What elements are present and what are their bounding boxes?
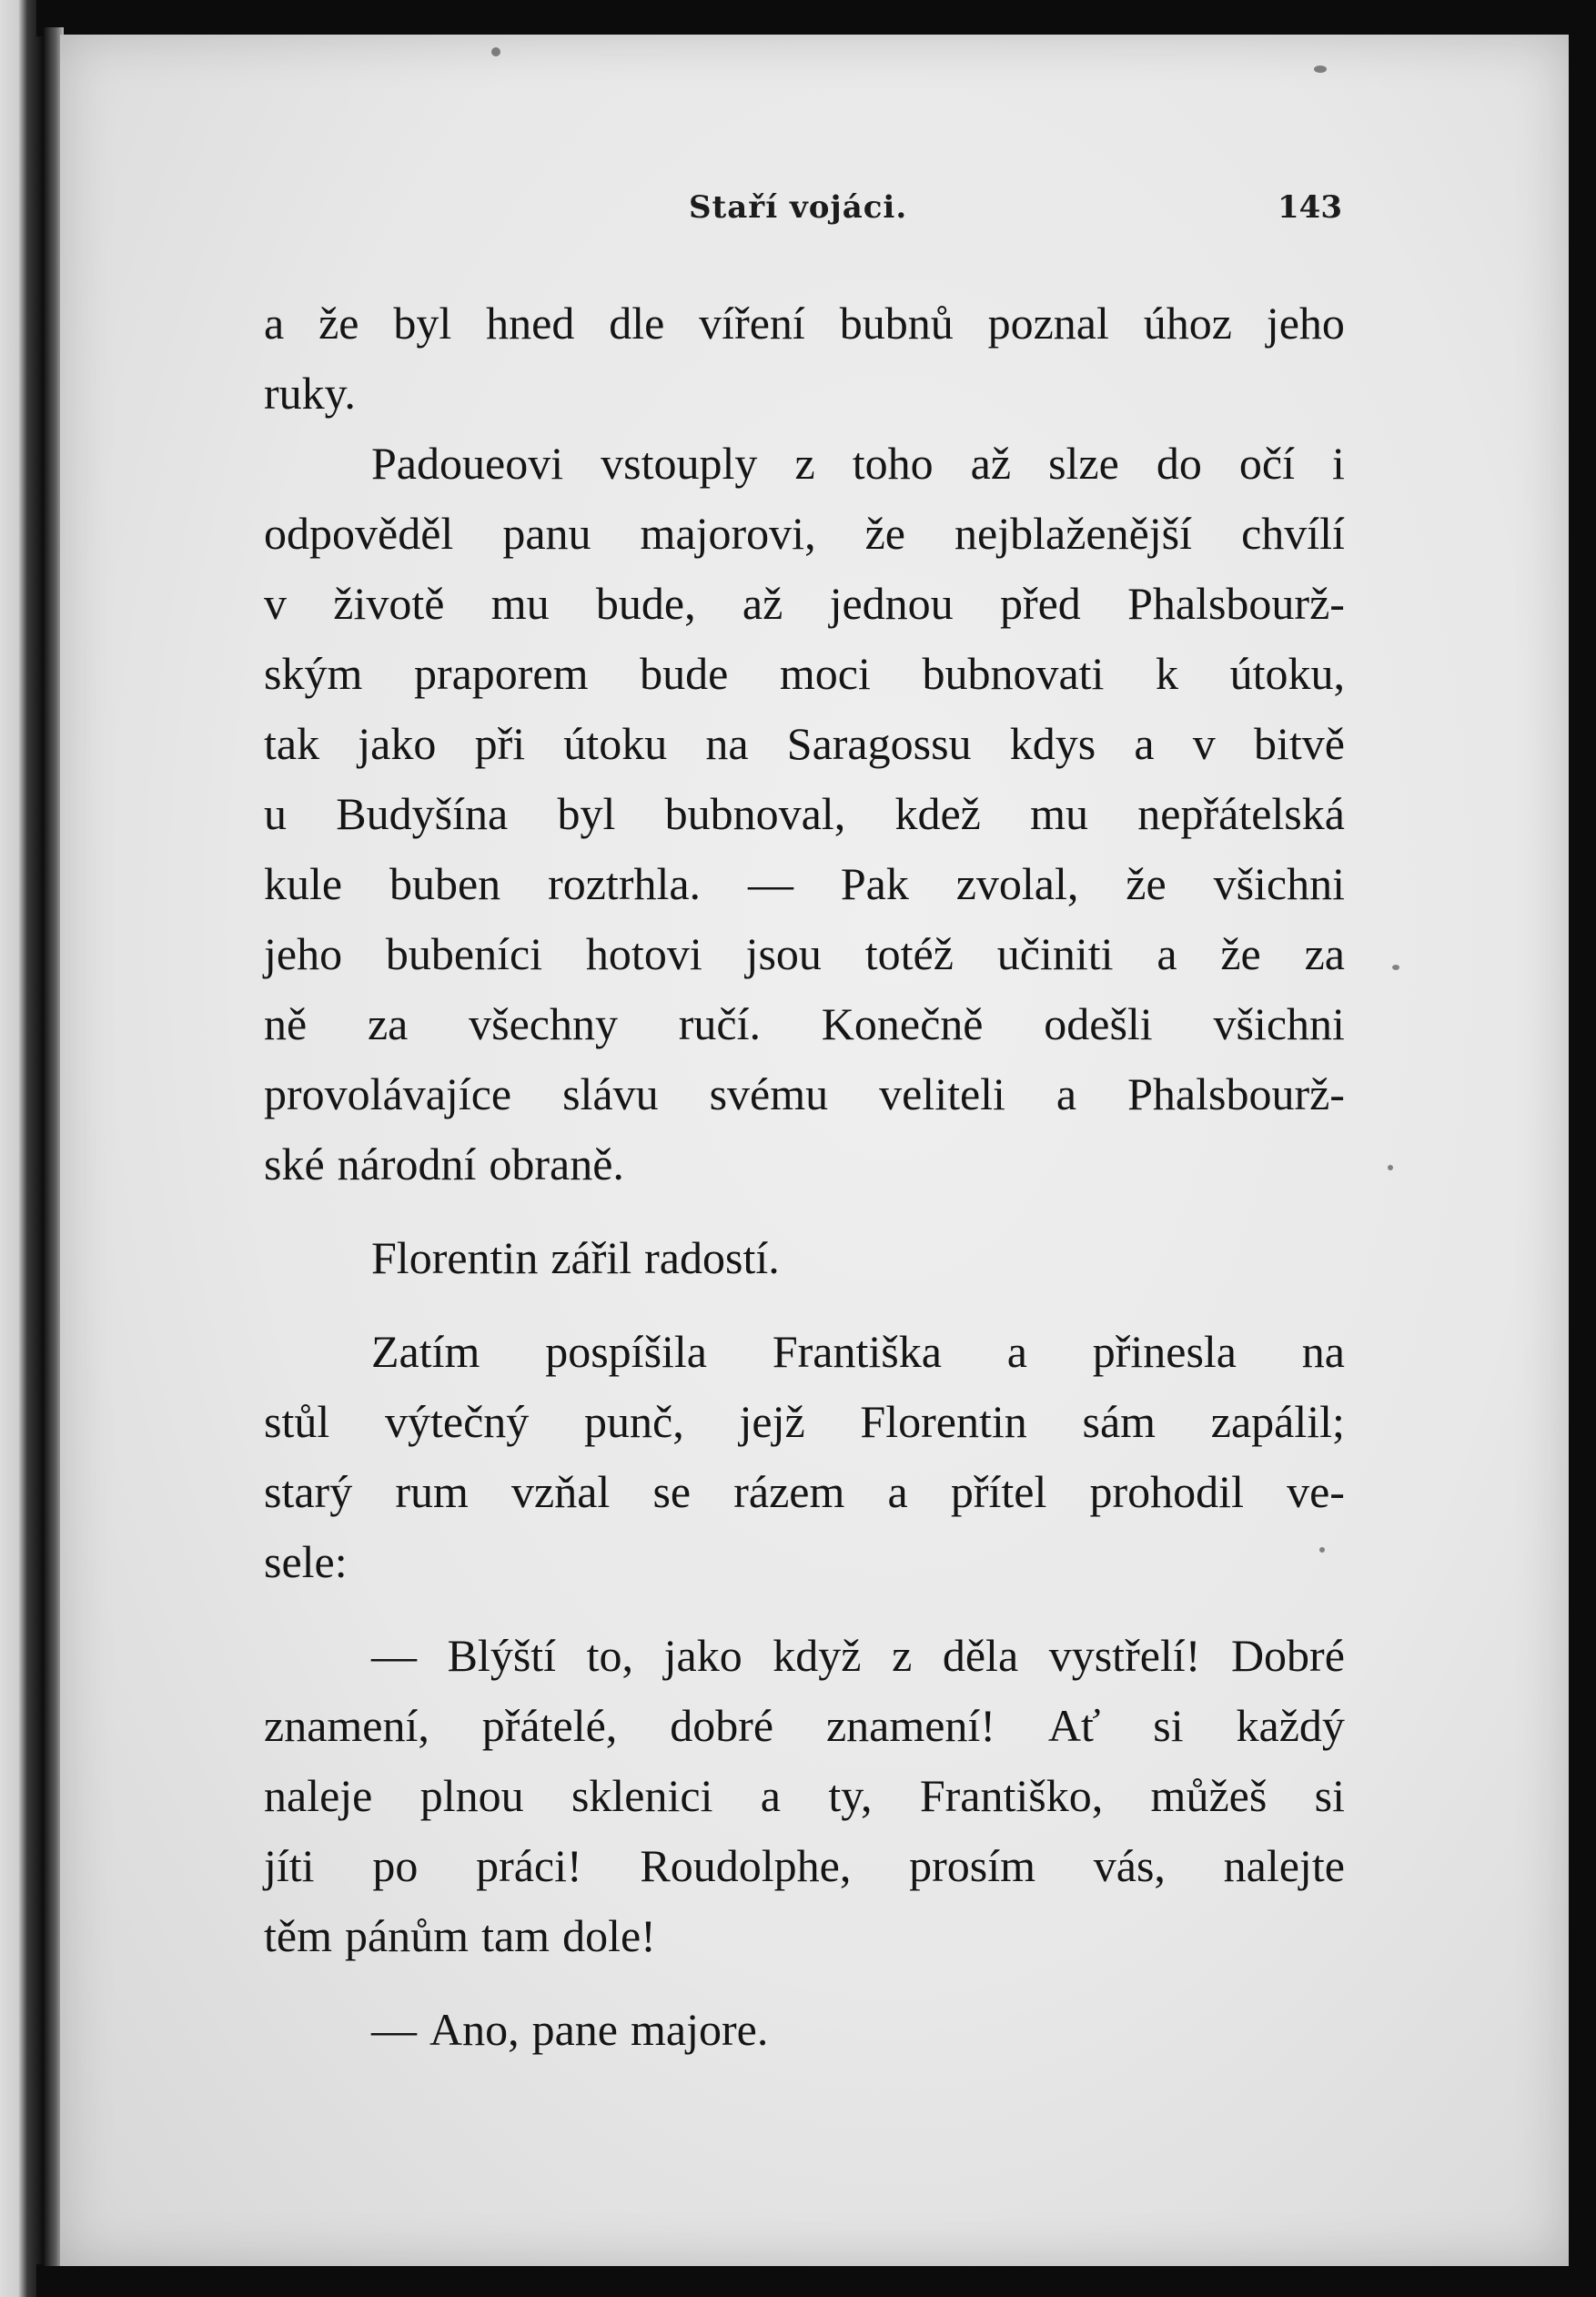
scan-speck [1314, 66, 1327, 73]
text-word: a [1056, 1068, 1077, 1119]
text-word: — [371, 2004, 417, 2055]
text-word: očí [1238, 438, 1295, 489]
text-line [264, 507, 1345, 577]
text-word: až [742, 578, 783, 629]
text-word: zapálil; [1210, 1396, 1345, 1447]
text-word: kule [264, 858, 343, 909]
text-word: práci! [476, 1840, 582, 1891]
text-word: byl [393, 298, 452, 349]
text-word: se [652, 1466, 692, 1517]
text-word: slze [1048, 438, 1119, 489]
text-word: svému [709, 1068, 829, 1119]
text-word: rum [395, 1466, 469, 1517]
text-word: bude [640, 648, 729, 699]
text-word: odpověděl [264, 508, 454, 559]
text-word: těm [264, 1910, 332, 1961]
text-word: radostí. [644, 1232, 780, 1283]
text-word: po [372, 1840, 419, 1891]
text-word: a [1157, 928, 1177, 979]
text-word: můžeš [1150, 1770, 1268, 1821]
text-word: přinesla [1092, 1326, 1237, 1377]
text-word: děla [942, 1630, 1019, 1681]
text-word: si [1314, 1770, 1345, 1821]
text-word: byl [557, 788, 616, 839]
text-word: Františka [772, 1326, 942, 1377]
text-word: mu [490, 578, 550, 629]
text-word: a [1134, 718, 1155, 769]
text-line [264, 437, 1345, 507]
text-word: jeho [264, 928, 343, 979]
text-line [264, 1909, 1345, 1979]
text-line [264, 1769, 1345, 1839]
text-word: že [1126, 858, 1167, 909]
text-word: — [371, 1630, 417, 1681]
text-word: že [1220, 928, 1261, 979]
text-word: bitvě [1253, 718, 1345, 769]
text-line [264, 997, 1345, 1068]
text-word: životě [333, 578, 445, 629]
text-word: Phalsbourž- [1127, 578, 1345, 629]
scan-speck [1388, 1165, 1393, 1170]
text-word: chvílí [1241, 508, 1345, 559]
text-word: panu [502, 508, 591, 559]
text-word: to, [586, 1630, 634, 1681]
text-line [264, 1231, 1345, 1301]
text-word: bubnovati [922, 648, 1105, 699]
text-word: Blýští [447, 1630, 557, 1681]
text-word: punč, [584, 1396, 684, 1447]
text-word: poznal [987, 298, 1109, 349]
text-word: v [1192, 718, 1216, 769]
text-word: vás, [1093, 1840, 1166, 1891]
text-word: bubnoval, [664, 788, 846, 839]
text-word: Konečně [821, 998, 984, 1049]
text-word: Dobré [1230, 1630, 1345, 1681]
text-word: víření [699, 298, 805, 349]
text-word: moci [779, 648, 871, 699]
text-word: odešli [1044, 998, 1153, 1049]
text-line [264, 1465, 1345, 1535]
text-word: jíti [264, 1840, 315, 1891]
text-word: z [794, 438, 815, 489]
text-word: jako [358, 718, 437, 769]
text-word: všichni [1213, 998, 1345, 1049]
text-word: prosím [909, 1840, 1035, 1891]
text-word: učiniti [996, 928, 1114, 979]
text-word: dobré [670, 1700, 774, 1751]
text-word: starý [264, 1466, 353, 1517]
page-number: 143 [1278, 189, 1342, 226]
text-word: Roudolphe, [640, 1840, 852, 1891]
text-word: v [264, 578, 287, 629]
text-word: znamení! [825, 1700, 995, 1751]
text-word: sklenici [571, 1770, 713, 1821]
text-word: znamení, [264, 1700, 429, 1751]
scan-border-top [36, 0, 1596, 36]
text-word: před [999, 578, 1081, 629]
text-line [264, 1325, 1345, 1395]
text-word: Františko, [919, 1770, 1104, 1821]
text-word: do [1156, 438, 1202, 489]
body-text [264, 297, 1345, 2073]
text-word: přátelé, [481, 1700, 618, 1751]
text-word: praporem [413, 648, 589, 699]
text-word: národní [337, 1138, 477, 1189]
text-word: sám [1082, 1396, 1157, 1447]
text-word: vzňal [511, 1466, 611, 1517]
scan-border-bottom [36, 2264, 1596, 2297]
text-word: Budyšína [336, 788, 509, 839]
text-word: jednou [829, 578, 954, 629]
text-word: sele: [264, 1536, 348, 1587]
text-word: mu [1030, 788, 1089, 839]
text-word: roztrhla. [548, 858, 702, 909]
text-word: ně [264, 998, 308, 1049]
text-line [264, 367, 1345, 437]
text-word: k [1156, 648, 1178, 699]
text-line [264, 927, 1345, 997]
text-word: totéž [864, 928, 954, 979]
text-word: ručí. [678, 998, 762, 1049]
text-word: jeho [1266, 298, 1345, 349]
text-word: stůl [264, 1396, 330, 1447]
text-word: každý [1236, 1700, 1345, 1751]
text-word: toho [852, 438, 934, 489]
scan-speck [1392, 965, 1399, 970]
text-word: pane [531, 2004, 618, 2055]
text-word: ským [264, 648, 363, 699]
text-word: majorovi, [640, 508, 816, 559]
text-word: za [1304, 928, 1345, 979]
text-word: jsou [745, 928, 822, 979]
text-word: útoku, [1229, 648, 1345, 699]
text-word: útoku [563, 718, 668, 769]
text-word: a [264, 298, 285, 349]
text-word: že [318, 298, 359, 349]
text-word: majore. [631, 2004, 769, 2055]
text-word: buben [389, 858, 501, 909]
text-word: zářil [551, 1232, 632, 1283]
text-word: rázem [733, 1466, 845, 1517]
text-word: obraně. [489, 1138, 624, 1189]
text-line [264, 1138, 1345, 1208]
text-word: Saragossu [786, 718, 972, 769]
text-line [264, 2003, 1345, 2073]
text-word: kdež [894, 788, 981, 839]
text-word: naleje [264, 1770, 373, 1821]
text-word: všechny [469, 998, 618, 1049]
text-word: vystřelí! [1048, 1630, 1201, 1681]
text-word: vstouply [601, 438, 758, 489]
text-word: a [760, 1770, 781, 1821]
text-word: Padoueovi [371, 438, 564, 489]
text-line [264, 787, 1345, 857]
text-line [264, 1629, 1345, 1699]
text-word: kdys [1009, 718, 1096, 769]
text-line [264, 1535, 1345, 1605]
text-word: Phalsbourž- [1127, 1068, 1345, 1119]
text-word: ty, [828, 1770, 873, 1821]
text-word: že [864, 508, 905, 559]
text-line [264, 1395, 1345, 1465]
text-word: Florentin [860, 1396, 1027, 1447]
text-word: za [367, 998, 409, 1049]
text-word: úhoz [1143, 298, 1232, 349]
text-word: pospíšila [545, 1326, 708, 1377]
text-line [264, 1068, 1345, 1138]
text-word: nejblaženější [955, 508, 1193, 559]
scan-border-right [1565, 0, 1596, 2297]
text-word: na [705, 718, 749, 769]
text-word: nepřátelská [1137, 788, 1345, 839]
text-line [264, 1699, 1345, 1769]
text-line [264, 717, 1345, 787]
text-word: hotovi [585, 928, 702, 979]
text-word: ské [264, 1138, 325, 1189]
text-word: bude, [595, 578, 696, 629]
text-word: i [1332, 438, 1345, 489]
text-word: při [474, 718, 526, 769]
text-word: když [773, 1630, 862, 1681]
text-word: Florentin [371, 1232, 539, 1283]
text-word: na [1301, 1326, 1345, 1377]
text-word: plnou [419, 1770, 524, 1821]
text-line [264, 647, 1345, 717]
text-word: Pak [840, 858, 909, 909]
text-word: jako [663, 1630, 742, 1681]
text-word: a [887, 1466, 908, 1517]
text-word: Ano, [429, 2004, 520, 2055]
text-word: — [747, 858, 793, 909]
scan-speck [491, 47, 500, 56]
text-word: dle [609, 298, 665, 349]
text-word: bubnů [839, 298, 954, 349]
text-word: prohodil [1089, 1466, 1244, 1517]
text-word: si [1153, 1700, 1184, 1751]
text-word: dole! [562, 1910, 656, 1961]
text-word: přítel [950, 1466, 1047, 1517]
text-word: u [264, 788, 287, 839]
text-word: bubeníci [385, 928, 543, 979]
text-word: hned [486, 298, 575, 349]
text-word: a [1006, 1326, 1027, 1377]
text-word: až [970, 438, 1012, 489]
text-line [264, 297, 1345, 367]
text-word: tam [481, 1910, 551, 1961]
text-word: ve- [1287, 1466, 1345, 1517]
text-word: zvolal, [955, 858, 1079, 909]
book-spine-edge [0, 0, 44, 2297]
text-line [264, 577, 1345, 647]
text-line [264, 857, 1345, 927]
text-word: všichni [1213, 858, 1345, 909]
text-word: pánům [344, 1910, 470, 1961]
text-word: ruky. [264, 368, 356, 419]
text-word: jejž [739, 1396, 805, 1447]
text-word: veliteli [879, 1068, 1005, 1119]
text-word: tak [264, 718, 320, 769]
text-word: slávu [562, 1068, 659, 1119]
text-word: z [892, 1630, 913, 1681]
text-line [264, 1839, 1345, 1909]
text-word: provolávajíce [264, 1068, 512, 1119]
running-head-title: Staří vojáci. [689, 189, 908, 226]
text-word: nalejte [1223, 1840, 1345, 1891]
text-word: výtečný [385, 1396, 530, 1447]
text-word: Ať [1047, 1700, 1101, 1751]
text-word: Zatím [371, 1326, 480, 1377]
scan-speck [1319, 1547, 1325, 1553]
